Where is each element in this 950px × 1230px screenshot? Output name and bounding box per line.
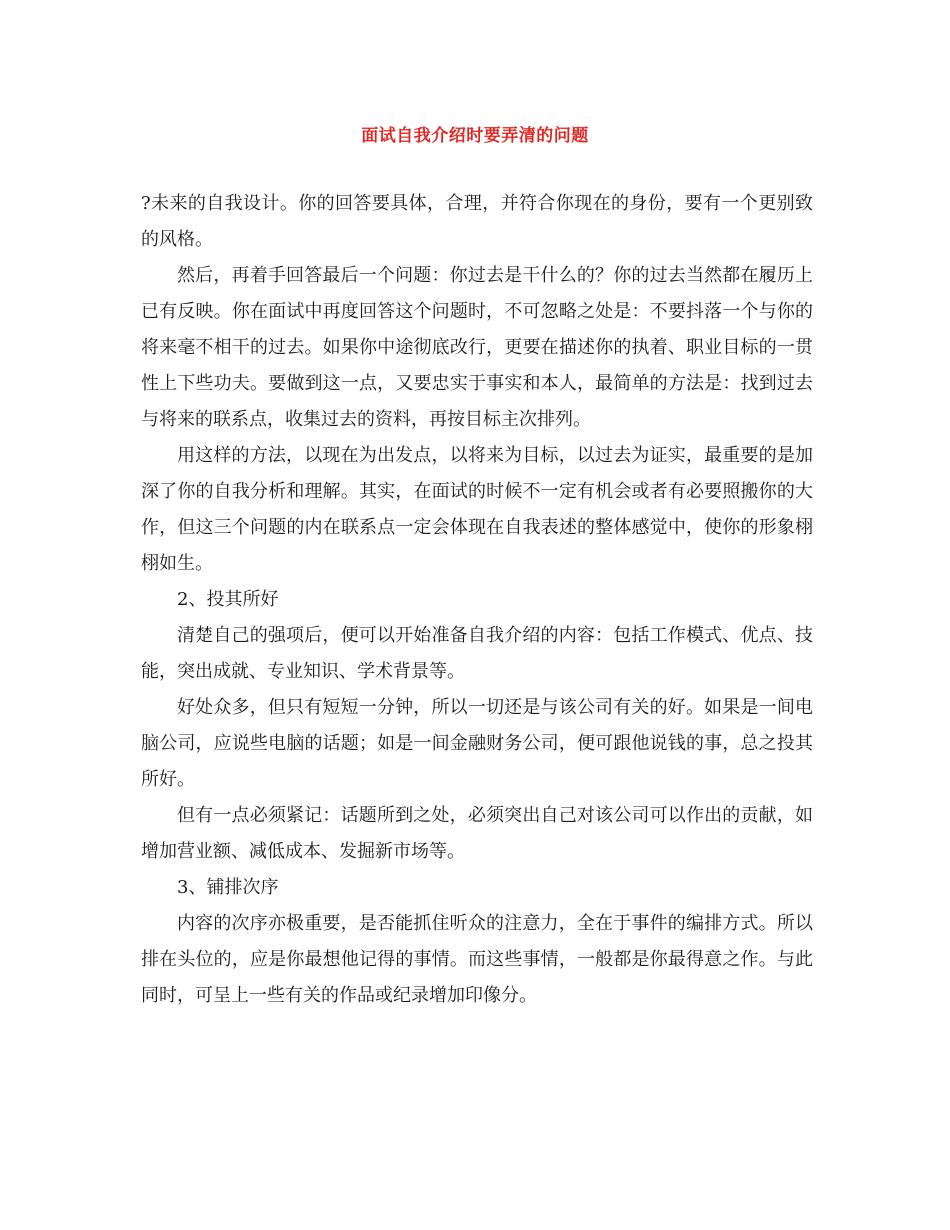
section-heading-ordering: 3、铺排次序 [177, 877, 279, 898]
paragraph-past-experience: 然后，再着手回答最后一个问题：你过去是干什么的？你的过去当然都在履历上已有反映。你在面试中再度回答这个问题时，不可忽略之处是：不要抖落一个与你的将来毫不相干的过去。如果你中途彻底改行，更要在描述你的执着、职业目标的一贯性上下些功夫。要做到这一点，又要忠实于事实和本人，最简单的方法是：找到过去与将来的联系点，收集过去的资料，再按目标主次排列。 [141, 265, 813, 430]
paragraph-method-summary: 用这样的方法，以现在为出发点，以将来为目标，以过去为证实，最重要的是加深了你的自我分析和理解。其实，在面试的时候不一定有机会或者有必要照搬你的大作，但这三个问题的内在联系点一定会体现在自我表述的整体感觉中，使你的形象栩栩如生。 [141, 445, 813, 574]
document-body [141, 186, 813, 1014]
paragraph-future-self-design: ?未来的自我设计。你的回答要具体，合理，并符合你现在的身份，要有一个更别致的风格。 [141, 193, 813, 250]
paragraph-contribution: 但有一点必须紧记：话题所到之处，必须突出自己对该公司可以作出的贡献，如增加营业额、减低成本、发掘新市场等。 [141, 805, 813, 862]
document-title: 面试自我介绍时要弄清的问题 [361, 126, 589, 146]
paragraph-strengths: 清楚自己的强项后，便可以开始准备自我介绍的内容：包括工作模式、优点、技能，突出成就、专业知识、学术背景等。 [141, 625, 813, 682]
section-heading-cater: 2、投其所好 [177, 589, 279, 610]
paragraph-company-relevance: 好处众多，但只有短短一分钟，所以一切还是与该公司有关的好。如果是一间电脑公司，应说些电脑的话题；如是一间金融财务公司，便可跟他说钱的事，总之投其所好。 [141, 697, 813, 790]
paragraph-content-order: 内容的次序亦极重要，是否能抓住听众的注意力，全在于事件的编排方式。所以排在头位的，应是你最想他记得的事情。而这些事情，一般都是你最得意之作。与此同时，可呈上一些有关的作品或纪录增加印像分。 [141, 913, 813, 1006]
